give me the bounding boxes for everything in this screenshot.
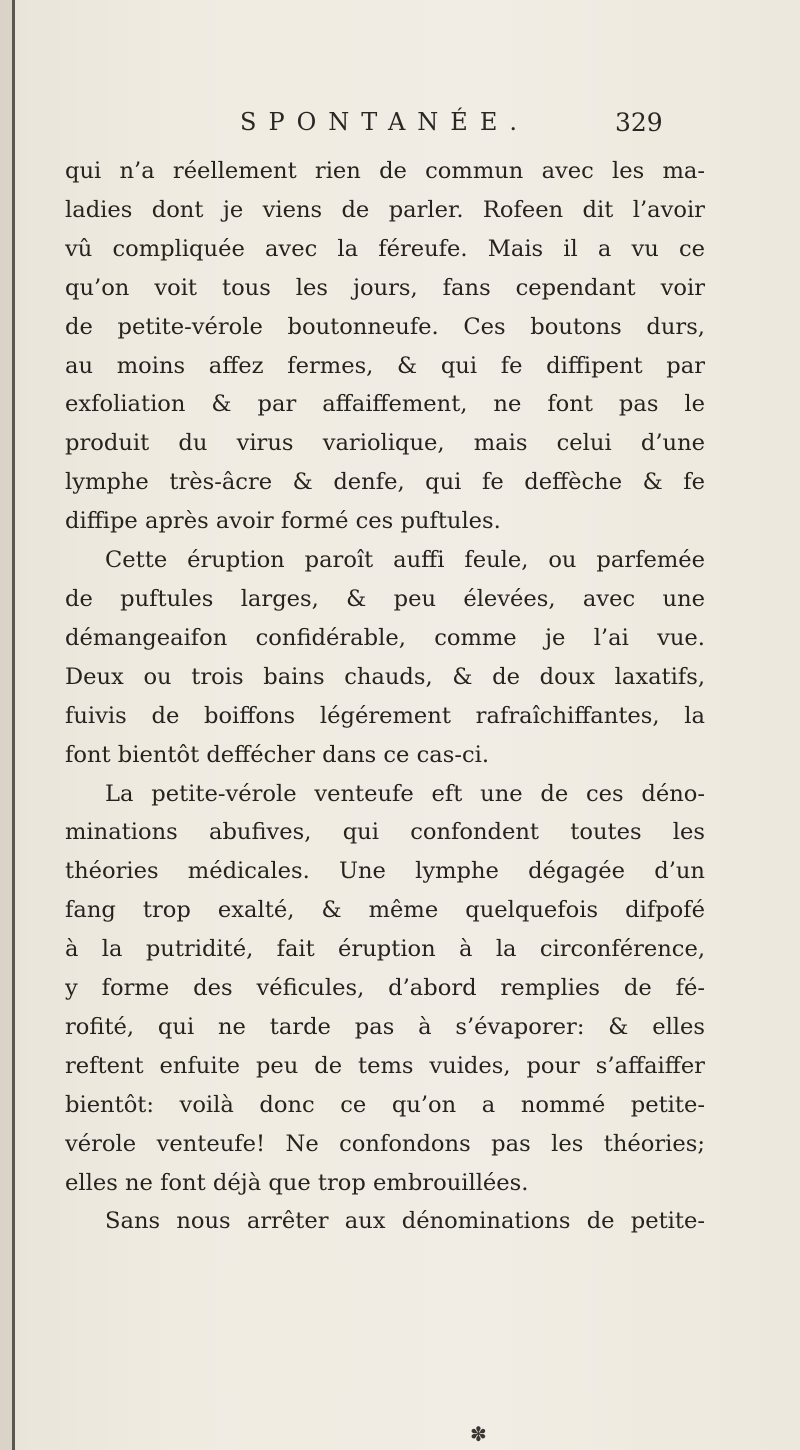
text-line: reftent enfuite peu de tems vuides, pour s’affaiffer [65, 1052, 705, 1079]
text-line: qui n’a réellement rien de commun avec les ma- [65, 158, 705, 184]
text-line: diffipe après avoir formé ces puftules. [65, 508, 501, 535]
text-line: de puftules larges, & peu élevées, avec une [65, 585, 705, 612]
text-line: qu’on voit tous les jours, fans cependant voir [65, 274, 705, 301]
text-line: La petite-vérole venteufe eft une de ces déno- [105, 780, 705, 807]
ornament-mark: ✽ [470, 1422, 487, 1446]
text-line: à la putridité, fait éruption à la circonférence, [65, 936, 705, 963]
text-line: de petite-vérole boutonneufe. Ces boutons durs, [65, 313, 705, 340]
text-line: ladies dont je viens de parler. Rofeen dit l’avoir [65, 196, 705, 223]
page-header [15, 108, 800, 148]
text-line: Cette éruption paroît auffi feule, ou parfemée [105, 547, 705, 574]
text-line: au moins affez fermes, & qui fe diffipent par [65, 352, 705, 379]
text-line: Deux ou trois bains chauds, & de doux laxatifs, [65, 663, 705, 690]
text-line: Sans nous arrêter aux dénominations de petite- [105, 1208, 705, 1235]
text-line: exfoliation & par affaiffement, ne font pas le [65, 391, 705, 418]
text-line: démangeaifon confidérable, comme je l’ai vue. [65, 624, 705, 651]
page-number: 329 [615, 108, 663, 137]
body-text [65, 152, 705, 1241]
text-line: lymphe très-âcre & denfe, qui fe deffèche & fe [65, 469, 705, 496]
text-line: vérole venteufe! Ne confondons pas les théories; [65, 1130, 705, 1157]
text-line: minations abufives, qui confondent toutes les [65, 819, 705, 846]
text-line: font bientôt deffécher dans ce cas-ci. [65, 741, 490, 768]
text-line: vû compliquée avec la féreufe. Mais il a vu ce [65, 235, 705, 262]
text-line: théories médicales. Une lymphe dégagée d’un [65, 858, 705, 885]
text-line: bientôt: voilà donc ce qu’on a nommé petite- [65, 1091, 705, 1118]
text-line: fuivis de boiffons légérement rafraîchiffantes, la [65, 702, 705, 729]
running-title: SPONTANÉE. [240, 108, 529, 136]
text-line: fang trop exalté, & même quelquefois difpofé [65, 897, 705, 924]
text-line: y forme des véficules, d’abord remplies de fé- [65, 975, 705, 1002]
text-line: elles ne font déjà que trop embrouillées. [65, 1169, 529, 1196]
text-line: produit du virus variolique, mais celui d’une [65, 430, 705, 457]
book-page [12, 0, 800, 1450]
text-line: rofité, qui ne tarde pas à s’évaporer: & elles [65, 1013, 705, 1040]
